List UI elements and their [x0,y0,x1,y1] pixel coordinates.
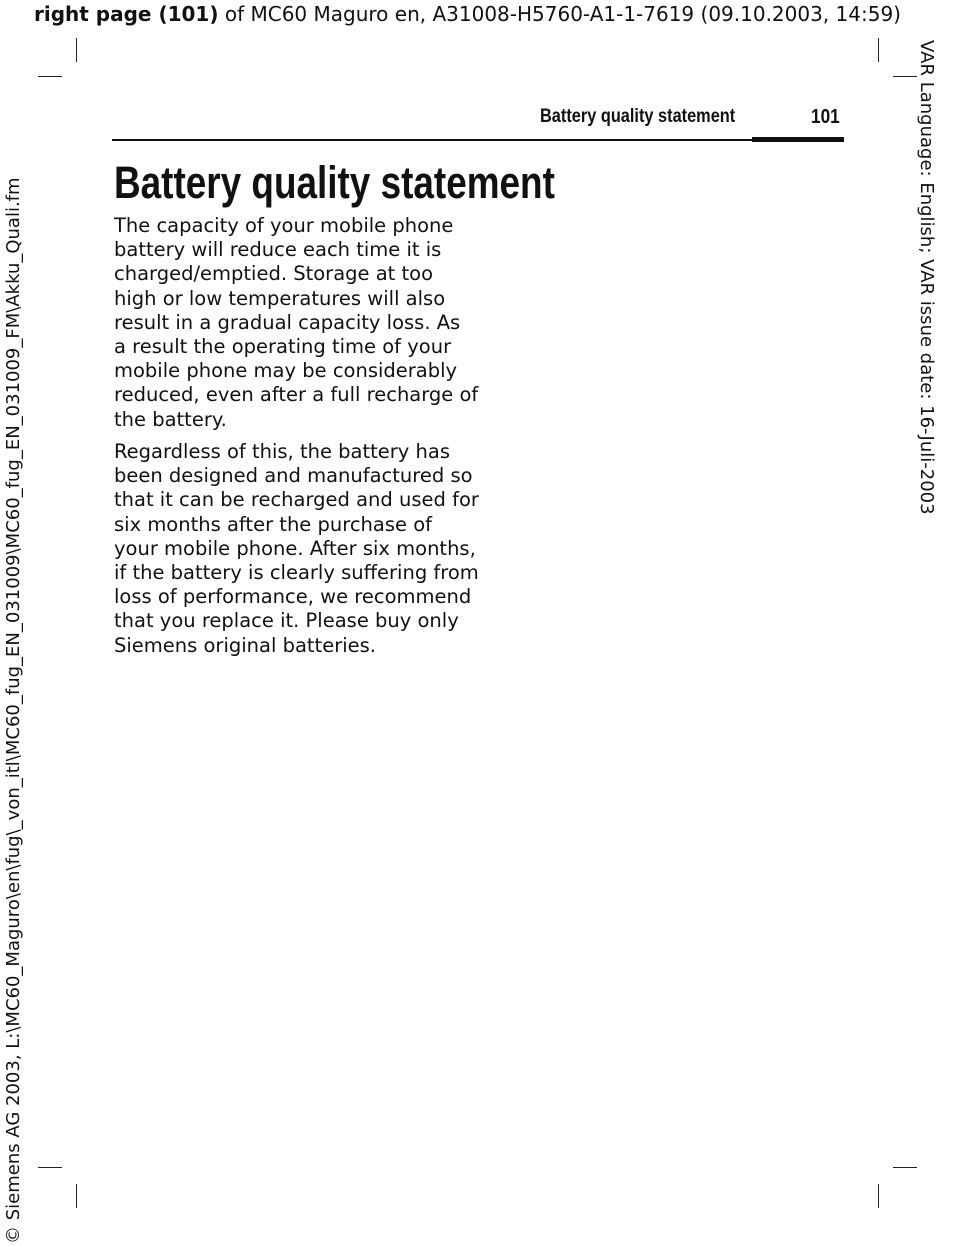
text-line: six months after the purchase of [114,512,432,536]
text-line: reduced, even after a full recharge of [114,383,479,407]
crop-mark [893,76,917,77]
running-head: Battery quality statement [540,106,736,127]
file-path-note: © Siemens AG 2003, L:\MC60_Maguro\en\fug\_von_itl\MC60_fug_EN_031009\MC60_fug_EN_031009_FM\Akku_Quali.fm [3,177,24,1244]
body-paragraph [114,214,479,432]
crop-mark [893,1167,917,1168]
text-line: if the battery is clearly suffering from [114,561,479,585]
text-line: the battery. [114,407,227,431]
text-line: mobile phone may be considerably [114,359,458,383]
text-line: been designed and manufactured so [114,464,473,488]
text-line: battery will reduce each time it is [114,238,442,262]
header-rule [112,139,752,141]
text-line: your mobile phone. After six months, [114,536,476,560]
crop-mark [38,76,62,77]
crop-mark [878,1184,879,1208]
text-line: charged/emptied. Storage at too [114,262,434,286]
text-line: result in a gradual capacity loss. As [114,310,461,334]
print-banner [34,2,901,26]
text-line: that you replace it. Please buy only [114,609,459,633]
crop-mark [38,1167,62,1168]
var-language-note: VAR Language: English; VAR issue date: 16-Juli-2003 [916,40,937,515]
text-line: high or low temperatures will also [114,286,446,310]
text-line: that it can be recharged and used for [114,488,479,512]
text-line: a result the operating time of your [114,335,452,359]
page-title: Battery quality statement [114,157,555,208]
crop-mark [76,1184,77,1208]
text-line: Siemens original batteries. [114,633,376,657]
header-rule-accent [752,137,844,142]
print-banner-info: of MC60 Maguro en, A31008-H5760-A1-1-7619 (09.10.2003, 14:59) [218,2,901,26]
text-line: The capacity of your mobile phone [114,214,454,237]
page-number: 101 [811,106,840,128]
print-banner-page: right page (101) [34,2,219,26]
crop-mark [878,38,879,62]
crop-mark [76,38,77,62]
body-paragraph [114,440,479,658]
text-line: Regardless of this, the battery has [114,440,450,463]
text-line: loss of performance, we recommend [114,585,472,609]
